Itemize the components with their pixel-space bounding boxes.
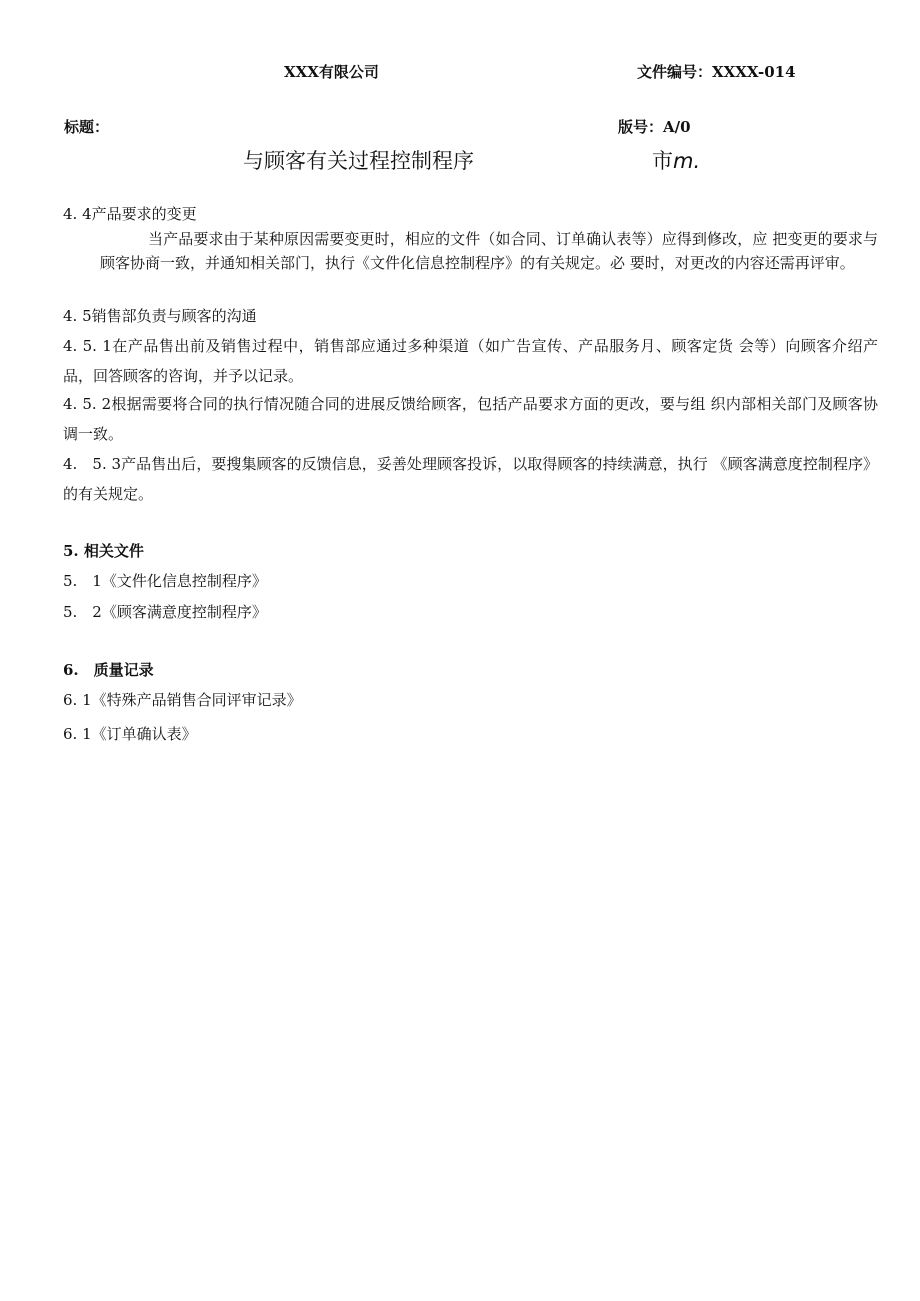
document-number: 文件编号：XXXX-014 [637,63,796,81]
quality-record-item: 6. 1《订单确认表》 [63,725,197,743]
section-5-title: 5. 相关文件 [63,542,144,560]
company-name: XXX有限公司 [284,63,379,81]
document-title: 与顾客有关过程控制程序 [243,149,474,173]
title-label: 标题： [64,118,110,136]
related-doc-item: 5. 1《文件化信息控制程序》 [63,572,267,590]
stamp-text: 市 [652,149,673,173]
stamp-mark [652,145,700,175]
related-doc-item: 5. 2《顾客满意度控制程序》 [63,603,267,621]
section-4-4-body: 当产品要求由于某种原因需要变更时，相应的文件（如合同、订单确认表等）应得到修改，应 把变更的要求与顾客协商一致，并通知相关部门，执行《文件化信息控制程序》的有关规定。必 要时，对更改的内容还需再评审。 [100,230,878,272]
section-6-title: 6. 质量记录 [63,661,154,679]
section-4-5-1-paragraph: 4. 5. 1在产品售出前及销售过程中，销售部应通过多种渠道（如广告宣传、产品服务月、顾客定货 会等）向顾客介绍产品，回答顾客的咨询，并予以记录。 [63,337,878,385]
section-4-5-2-paragraph: 4. 5. 2根据需要将合同的执行情况随合同的进展反馈给顾客，包括产品要求方面的更改，要与组 织内部相关部门及顾客协调一致。 [63,395,878,443]
stamp-suffix: m. [673,149,701,173]
section-4-5-3-paragraph: 4. 5. 3产品售出后，要搜集顾客的反馈信息，妥善处理顾客投诉，以取得顾客的持续满意，执行 《顾客满意度控制程序》的有关规定。 [63,455,878,503]
quality-record-item: 6. 1《特殊产品销售合同评审记录》 [63,691,302,709]
section-4-5-heading: 4. 5销售部负责与顾客的沟通 [63,307,257,325]
section-4-4-heading: 4. 4产品要求的变更 [63,205,197,223]
version-label: 版号：A/0 [618,118,691,136]
